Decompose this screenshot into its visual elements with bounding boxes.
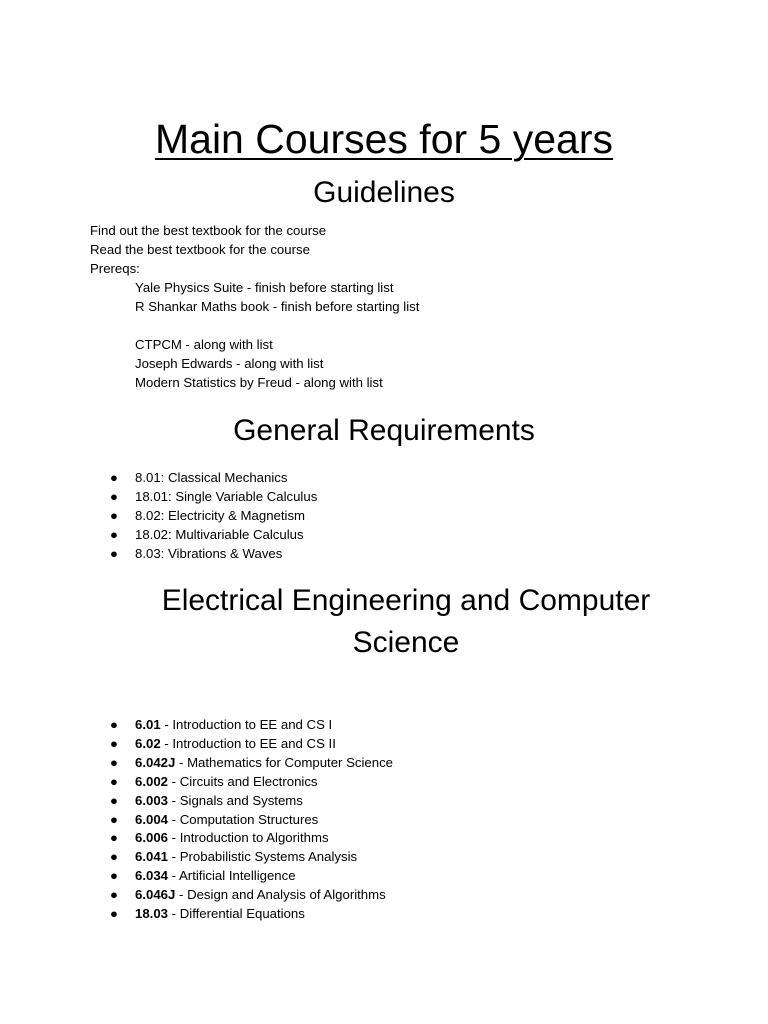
bullet-icon: ●	[110, 526, 118, 542]
course-code: 6.046J	[135, 887, 176, 903]
bullet-icon: ●	[110, 507, 118, 523]
course-code: 6.02	[135, 735, 161, 751]
list-item	[110, 792, 393, 811]
course-code: 6.002	[135, 773, 169, 789]
course-code: 18.03	[135, 906, 169, 922]
course-name: - Signals and Systems	[168, 792, 303, 808]
list-item	[110, 811, 393, 830]
list-item	[110, 469, 317, 488]
list-item	[110, 526, 317, 545]
bullet-icon: ●	[110, 868, 118, 884]
guidelines-text	[90, 221, 419, 392]
blank-line	[90, 316, 419, 335]
bullet-icon: ●	[110, 811, 118, 827]
list-item	[110, 545, 317, 564]
course-label: 18.02: Multivariable Calculus	[135, 526, 304, 542]
course-code: 6.042J	[135, 754, 176, 770]
list-item	[110, 773, 393, 792]
bullet-icon: ●	[110, 849, 118, 865]
along-line: Modern Statistics by Freud - along with list	[135, 375, 383, 390]
general-requirements-heading: General Requirements	[233, 414, 535, 447]
list-item	[110, 867, 393, 886]
bullet-icon: ●	[110, 488, 118, 504]
guideline-line: Read the best textbook for the course	[90, 242, 310, 257]
course-code: 6.041	[135, 849, 169, 865]
course-name: - Design and Analysis of Algorithms	[175, 887, 386, 903]
bullet-icon: ●	[110, 887, 118, 903]
prereq-line: R Shankar Maths book - finish before starting list	[135, 299, 420, 314]
course-code: 6.01	[135, 717, 161, 732]
guidelines-heading: Guidelines	[313, 176, 455, 209]
list-item	[110, 886, 393, 905]
list-item	[110, 735, 393, 754]
course-name: - Computation Structures	[168, 811, 319, 827]
prereqs-label: Prereqs:	[90, 261, 140, 276]
bullet-icon: ●	[110, 830, 118, 846]
list-item	[110, 488, 317, 507]
page-title: Main Courses for 5 years	[154, 116, 613, 162]
bullet-icon: ●	[110, 754, 118, 770]
eecs-course-list	[110, 716, 393, 924]
guideline-line: Find out the best textbook for the course	[90, 223, 327, 238]
general-requirements-list	[110, 469, 317, 564]
course-code: 6.004	[135, 811, 169, 827]
course-name: - Introduction to EE and CS II	[160, 735, 336, 751]
course-code: 6.003	[135, 792, 169, 808]
bullet-icon: ●	[110, 470, 118, 485]
list-item	[110, 754, 393, 773]
eecs-heading: Electrical Engineering and Computer Science	[161, 584, 651, 659]
course-name: - Mathematics for Computer Science	[175, 754, 394, 770]
bullet-icon: ●	[110, 773, 118, 789]
list-item	[110, 905, 393, 924]
course-code: 6.006	[135, 830, 169, 846]
along-line: Joseph Edwards - along with list	[135, 356, 324, 371]
list-item	[110, 716, 393, 735]
course-name: - Probabilistic Systems Analysis	[168, 849, 358, 865]
course-name: - Circuits and Electronics	[168, 773, 318, 789]
course-label: 18.01: Single Variable Calculus	[135, 488, 318, 504]
list-item	[110, 829, 393, 848]
list-item	[110, 507, 317, 526]
list-item	[110, 848, 393, 867]
course-name: - Differential Equations	[168, 906, 305, 922]
bullet-icon: ●	[110, 792, 118, 808]
bullet-icon: ●	[110, 906, 118, 922]
course-code: 6.034	[135, 868, 169, 884]
course-label: 8.03: Vibrations & Waves	[135, 545, 283, 561]
bullet-icon: ●	[110, 545, 118, 561]
prereq-line: Yale Physics Suite - finish before starting list	[135, 280, 394, 295]
course-label: 8.01: Classical Mechanics	[135, 470, 288, 485]
bullet-icon: ●	[110, 717, 118, 732]
course-name: - Introduction to EE and CS I	[160, 717, 333, 732]
along-line: CTPCM - along with list	[135, 337, 273, 352]
course-name: - Artificial Intelligence	[168, 868, 296, 884]
bullet-icon: ●	[110, 735, 118, 751]
course-label: 8.02: Electricity & Magnetism	[135, 507, 306, 523]
course-name: - Introduction to Algorithms	[168, 830, 329, 846]
